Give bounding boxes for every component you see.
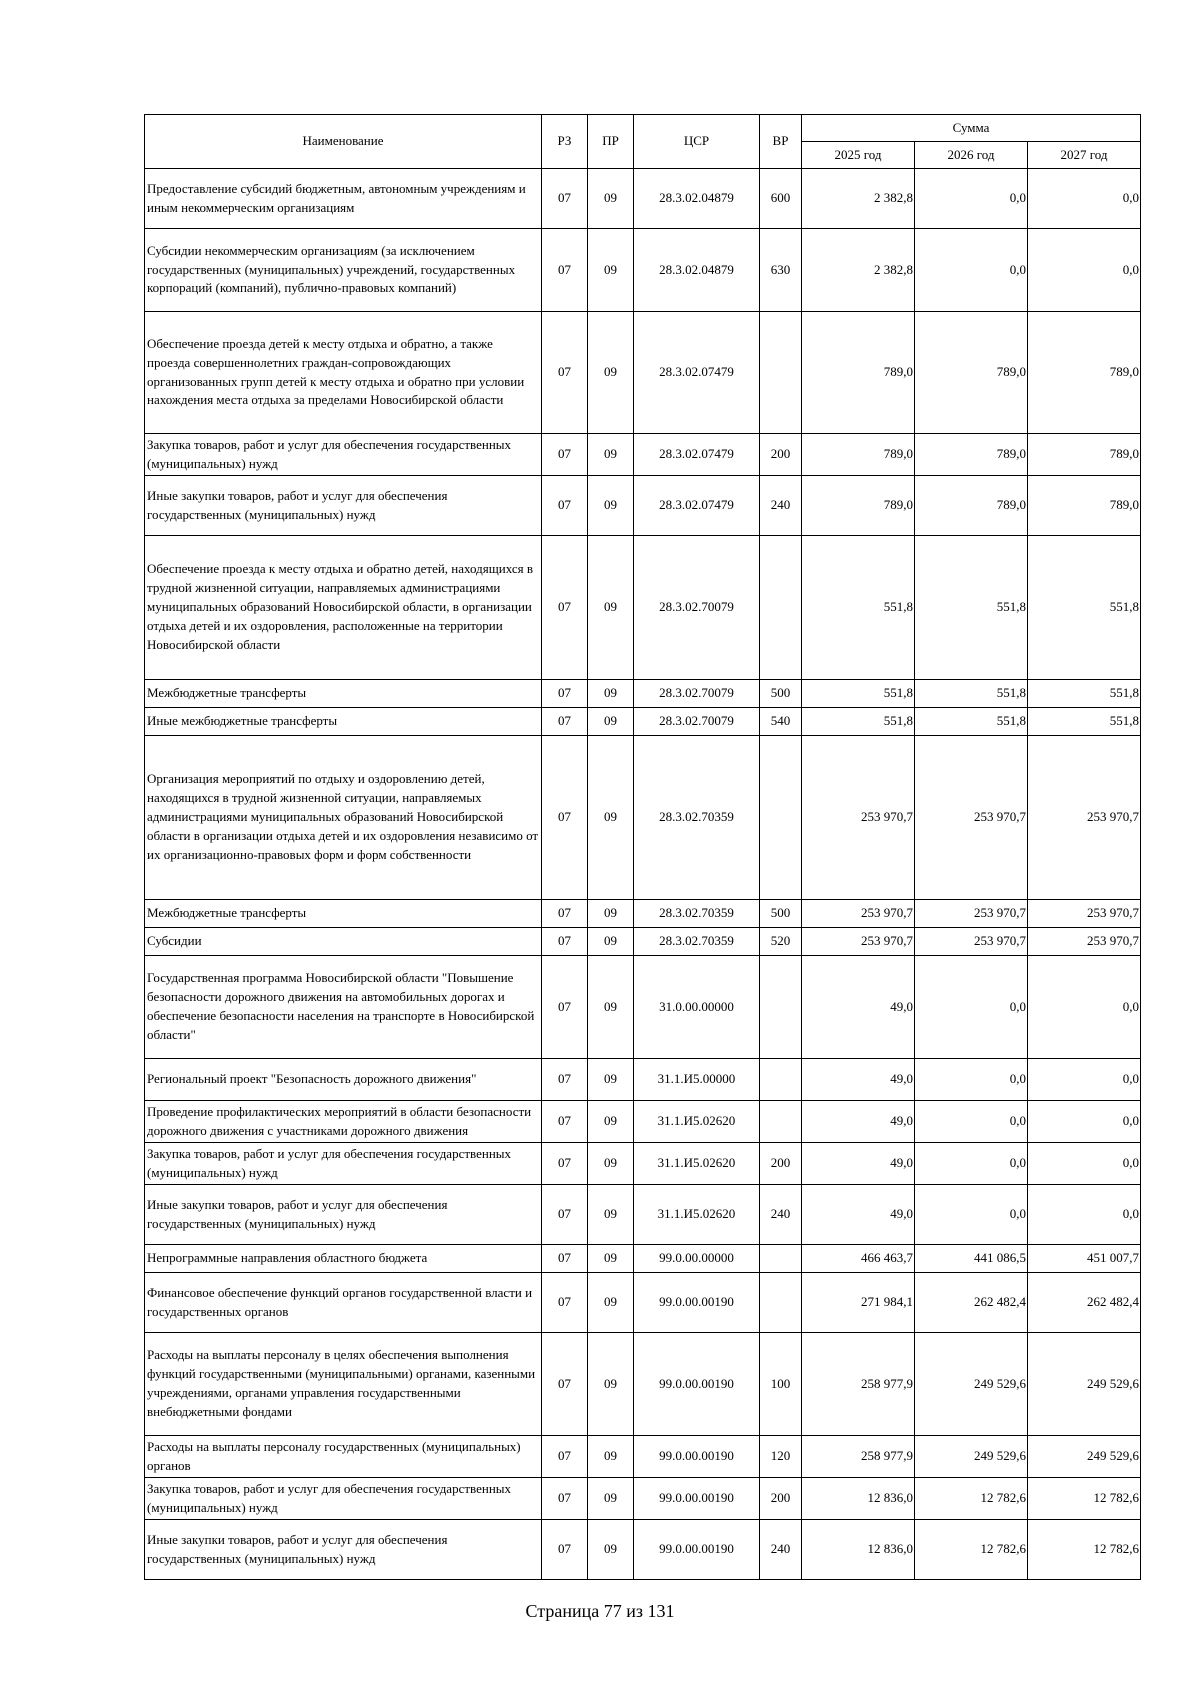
row-name: Организация мероприятий по отдыху и оздоровлению детей, находящихся в трудной жизненной ситуации, направляемых администрациями муниципальных образований Новосибирской области в организации отдыха детей и их оздоровления независимо от их организационно-правовых форм и форм собственности (145, 736, 542, 900)
row-sum-2025: 49,0 (802, 1101, 915, 1143)
row-sum-2026: 551,8 (915, 536, 1028, 680)
row-sum-2027: 0,0 (1028, 169, 1141, 229)
row-csr: 31.1.И5.02620 (634, 1101, 760, 1143)
table-row (145, 928, 1141, 956)
row-name: Непрограммные направления областного бюджета (145, 1245, 542, 1273)
row-pr: 09 (588, 312, 634, 434)
row-csr: 31.1.И5.02620 (634, 1185, 760, 1245)
row-vr: 100 (760, 1333, 802, 1436)
row-pr: 09 (588, 900, 634, 928)
row-csr: 99.0.00.00190 (634, 1333, 760, 1436)
row-rz: 07 (542, 229, 588, 312)
row-csr: 28.3.02.04879 (634, 169, 760, 229)
row-name: Межбюджетные трансферты (145, 900, 542, 928)
row-vr: 120 (760, 1436, 802, 1478)
row-rz: 07 (542, 476, 588, 536)
row-csr: 99.0.00.00190 (634, 1478, 760, 1520)
table-row (145, 434, 1141, 476)
table-row (145, 1143, 1141, 1185)
row-rz: 07 (542, 1143, 588, 1185)
table-row (145, 1273, 1141, 1333)
row-vr: 240 (760, 1520, 802, 1580)
row-pr: 09 (588, 680, 634, 708)
row-rz: 07 (542, 1059, 588, 1101)
budget-table (144, 114, 1141, 1580)
row-name: Расходы на выплаты персоналу в целях обеспечения выполнения функций государственными (муниципальными) органами, казенными учреждениями, органами управления государственными внебюджетными фондами (145, 1333, 542, 1436)
row-pr: 09 (588, 1333, 634, 1436)
table-row (145, 956, 1141, 1059)
row-sum-2027: 249 529,6 (1028, 1333, 1141, 1436)
row-csr: 99.0.00.00190 (634, 1436, 760, 1478)
row-sum-2027: 0,0 (1028, 229, 1141, 312)
row-pr: 09 (588, 536, 634, 680)
row-sum-2025: 2 382,8 (802, 229, 915, 312)
row-pr: 09 (588, 736, 634, 900)
row-sum-2027: 551,8 (1028, 680, 1141, 708)
row-csr: 99.0.00.00000 (634, 1245, 760, 1273)
row-pr: 09 (588, 476, 634, 536)
row-sum-2027: 0,0 (1028, 1185, 1141, 1245)
row-sum-2027: 789,0 (1028, 312, 1141, 434)
row-sum-2027: 253 970,7 (1028, 928, 1141, 956)
header-csr: ЦСР (634, 115, 760, 169)
row-rz: 07 (542, 169, 588, 229)
row-pr: 09 (588, 434, 634, 476)
row-name: Обеспечение проезда к месту отдыха и обратно детей, находящихся в трудной жизненной ситуации, направляемых администрациями муниципальных образований Новосибирской области, в организации отдыха детей и их оздоровления, расположенные на территории Новосибирской области (145, 536, 542, 680)
header-pr: ПР (588, 115, 634, 169)
row-csr: 28.3.02.70359 (634, 928, 760, 956)
row-csr: 28.3.02.07479 (634, 434, 760, 476)
row-sum-2026: 0,0 (915, 1185, 1028, 1245)
row-sum-2025: 49,0 (802, 1185, 915, 1245)
table-row (145, 1101, 1141, 1143)
row-pr: 09 (588, 956, 634, 1059)
row-vr: 540 (760, 708, 802, 736)
row-name: Предоставление субсидий бюджетным, автономным учреждениям и иным некоммерческим организациям (145, 169, 542, 229)
row-sum-2025: 2 382,8 (802, 169, 915, 229)
table-body (145, 169, 1141, 1580)
row-name: Расходы на выплаты персоналу государственных (муниципальных) органов (145, 1436, 542, 1478)
row-sum-2025: 253 970,7 (802, 928, 915, 956)
row-sum-2026: 789,0 (915, 312, 1028, 434)
row-name: Субсидии некоммерческим организациям (за исключением государственных (муниципальных) учреждений, государственных корпораций (компаний), публично-правовых компаний) (145, 229, 542, 312)
row-sum-2026: 12 782,6 (915, 1520, 1028, 1580)
row-rz: 07 (542, 1520, 588, 1580)
row-sum-2026: 253 970,7 (915, 900, 1028, 928)
table-row (145, 1185, 1141, 1245)
row-vr: 240 (760, 476, 802, 536)
row-pr: 09 (588, 1101, 634, 1143)
row-sum-2026: 551,8 (915, 680, 1028, 708)
row-sum-2025: 253 970,7 (802, 736, 915, 900)
row-sum-2027: 551,8 (1028, 708, 1141, 736)
row-sum-2026: 0,0 (915, 1059, 1028, 1101)
row-pr: 09 (588, 1436, 634, 1478)
row-sum-2026: 789,0 (915, 476, 1028, 536)
row-vr (760, 1101, 802, 1143)
row-rz: 07 (542, 1185, 588, 1245)
row-csr: 28.3.02.70359 (634, 900, 760, 928)
row-csr: 99.0.00.00190 (634, 1273, 760, 1333)
row-rz: 07 (542, 1478, 588, 1520)
row-rz: 07 (542, 956, 588, 1059)
row-name: Иные закупки товаров, работ и услуг для обеспечения государственных (муниципальных) нужд (145, 1185, 542, 1245)
row-sum-2027: 253 970,7 (1028, 900, 1141, 928)
header-vr: ВР (760, 115, 802, 169)
row-sum-2027: 451 007,7 (1028, 1245, 1141, 1273)
row-rz: 07 (542, 1245, 588, 1273)
row-sum-2026: 249 529,6 (915, 1333, 1028, 1436)
row-sum-2026: 441 086,5 (915, 1245, 1028, 1273)
table-row (145, 1478, 1141, 1520)
row-vr (760, 736, 802, 900)
row-vr: 630 (760, 229, 802, 312)
row-sum-2025: 789,0 (802, 312, 915, 434)
row-rz: 07 (542, 900, 588, 928)
row-name: Региональный проект "Безопасность дорожного движения" (145, 1059, 542, 1101)
row-rz: 07 (542, 1333, 588, 1436)
row-csr: 28.3.02.70359 (634, 736, 760, 900)
table-row (145, 1520, 1141, 1580)
row-name: Закупка товаров, работ и услуг для обеспечения государственных (муниципальных) нужд (145, 434, 542, 476)
header-name: Наименование (145, 115, 542, 169)
row-sum-2027: 249 529,6 (1028, 1436, 1141, 1478)
row-vr (760, 1245, 802, 1273)
row-sum-2027: 0,0 (1028, 956, 1141, 1059)
row-csr: 28.3.02.70079 (634, 536, 760, 680)
row-pr: 09 (588, 1478, 634, 1520)
row-vr (760, 1273, 802, 1333)
row-pr: 09 (588, 928, 634, 956)
row-csr: 31.1.И5.02620 (634, 1143, 760, 1185)
row-name: Проведение профилактических мероприятий в области безопасности дорожного движения с участниками дорожного движения (145, 1101, 542, 1143)
row-name: Иные закупки товаров, работ и услуг для обеспечения государственных (муниципальных) нужд (145, 1520, 542, 1580)
table-row (145, 229, 1141, 312)
row-csr: 28.3.02.70079 (634, 708, 760, 736)
table-row (145, 900, 1141, 928)
row-sum-2025: 551,8 (802, 536, 915, 680)
row-sum-2025: 49,0 (802, 1143, 915, 1185)
row-pr: 09 (588, 1059, 634, 1101)
row-sum-2026: 0,0 (915, 229, 1028, 312)
row-csr: 28.3.02.07479 (634, 312, 760, 434)
row-vr: 500 (760, 900, 802, 928)
row-vr: 200 (760, 1143, 802, 1185)
row-sum-2026: 0,0 (915, 956, 1028, 1059)
row-sum-2026: 0,0 (915, 1143, 1028, 1185)
row-csr: 28.3.02.70079 (634, 680, 760, 708)
row-sum-2027: 12 782,6 (1028, 1478, 1141, 1520)
row-sum-2025: 253 970,7 (802, 900, 915, 928)
row-sum-2025: 466 463,7 (802, 1245, 915, 1273)
row-sum-2025: 551,8 (802, 708, 915, 736)
row-vr: 240 (760, 1185, 802, 1245)
table-row (145, 476, 1141, 536)
row-csr: 31.1.И5.00000 (634, 1059, 760, 1101)
row-sum-2025: 12 836,0 (802, 1520, 915, 1580)
row-name: Государственная программа Новосибирской области "Повышение безопасности дорожного движения на автомобильных дорогах и обеспечение безопасности населения на транспорте в Новосибирской области" (145, 956, 542, 1059)
row-rz: 07 (542, 680, 588, 708)
row-name: Закупка товаров, работ и услуг для обеспечения государственных (муниципальных) нужд (145, 1478, 542, 1520)
row-rz: 07 (542, 736, 588, 900)
row-vr: 520 (760, 928, 802, 956)
row-name: Иные закупки товаров, работ и услуг для обеспечения государственных (муниципальных) нужд (145, 476, 542, 536)
row-sum-2025: 49,0 (802, 956, 915, 1059)
row-rz: 07 (542, 928, 588, 956)
page-number: Страница 77 из 131 (525, 1601, 675, 1621)
row-sum-2026: 551,8 (915, 708, 1028, 736)
row-csr: 28.3.02.04879 (634, 229, 760, 312)
row-sum-2026: 253 970,7 (915, 928, 1028, 956)
header-rz: РЗ (542, 115, 588, 169)
row-pr: 09 (588, 229, 634, 312)
row-sum-2027: 789,0 (1028, 476, 1141, 536)
row-sum-2027: 0,0 (1028, 1059, 1141, 1101)
row-sum-2027: 253 970,7 (1028, 736, 1141, 900)
row-pr: 09 (588, 1143, 634, 1185)
header-year-2026: 2026 год (915, 142, 1028, 169)
table-row (145, 312, 1141, 434)
row-vr (760, 1059, 802, 1101)
row-rz: 07 (542, 312, 588, 434)
row-pr: 09 (588, 708, 634, 736)
row-sum-2025: 12 836,0 (802, 1478, 915, 1520)
row-pr: 09 (588, 169, 634, 229)
row-sum-2027: 12 782,6 (1028, 1520, 1141, 1580)
row-sum-2027: 551,8 (1028, 536, 1141, 680)
row-sum-2027: 0,0 (1028, 1101, 1141, 1143)
row-name: Иные межбюджетные трансферты (145, 708, 542, 736)
row-vr: 600 (760, 169, 802, 229)
row-name: Межбюджетные трансферты (145, 680, 542, 708)
row-rz: 07 (542, 1273, 588, 1333)
row-name: Закупка товаров, работ и услуг для обеспечения государственных (муниципальных) нужд (145, 1143, 542, 1185)
row-pr: 09 (588, 1273, 634, 1333)
row-vr: 200 (760, 434, 802, 476)
table-row (145, 1436, 1141, 1478)
row-vr: 500 (760, 680, 802, 708)
row-rz: 07 (542, 708, 588, 736)
row-pr: 09 (588, 1185, 634, 1245)
row-sum-2026: 253 970,7 (915, 736, 1028, 900)
row-csr: 28.3.02.07479 (634, 476, 760, 536)
row-vr (760, 312, 802, 434)
table-row (145, 169, 1141, 229)
header-sum: Сумма (802, 115, 1141, 142)
table-row (145, 1059, 1141, 1101)
row-rz: 07 (542, 1436, 588, 1478)
row-name: Субсидии (145, 928, 542, 956)
row-rz: 07 (542, 434, 588, 476)
row-sum-2026: 262 482,4 (915, 1273, 1028, 1333)
row-csr: 99.0.00.00190 (634, 1520, 760, 1580)
row-sum-2025: 271 984,1 (802, 1273, 915, 1333)
row-sum-2025: 49,0 (802, 1059, 915, 1101)
row-vr (760, 956, 802, 1059)
row-sum-2026: 249 529,6 (915, 1436, 1028, 1478)
row-sum-2026: 789,0 (915, 434, 1028, 476)
header-year-2027: 2027 год (1028, 142, 1141, 169)
row-name: Обеспечение проезда детей к месту отдыха и обратно, а также проезда совершеннолетних граждан-сопровождающих организованных групп детей к месту отдыха и обратно при условии нахождения места отдыха за пределами Новосибирской области (145, 312, 542, 434)
header-year-2025: 2025 год (802, 142, 915, 169)
row-pr: 09 (588, 1245, 634, 1273)
row-sum-2027: 262 482,4 (1028, 1273, 1141, 1333)
row-sum-2027: 0,0 (1028, 1143, 1141, 1185)
row-sum-2025: 789,0 (802, 476, 915, 536)
row-rz: 07 (542, 1101, 588, 1143)
row-csr: 31.0.00.00000 (634, 956, 760, 1059)
table-row (145, 736, 1141, 900)
table-row (145, 536, 1141, 680)
row-rz: 07 (542, 536, 588, 680)
row-sum-2025: 258 977,9 (802, 1436, 915, 1478)
row-sum-2025: 258 977,9 (802, 1333, 915, 1436)
table-row (145, 1333, 1141, 1436)
row-sum-2027: 789,0 (1028, 434, 1141, 476)
table-row (145, 708, 1141, 736)
row-pr: 09 (588, 1520, 634, 1580)
row-sum-2025: 789,0 (802, 434, 915, 476)
row-vr (760, 536, 802, 680)
row-sum-2025: 551,8 (802, 680, 915, 708)
row-sum-2026: 0,0 (915, 169, 1028, 229)
table-row (145, 680, 1141, 708)
row-name: Финансовое обеспечение функций органов государственной власти и государственных органов (145, 1273, 542, 1333)
row-sum-2026: 12 782,6 (915, 1478, 1028, 1520)
table-row (145, 1245, 1141, 1273)
row-sum-2026: 0,0 (915, 1101, 1028, 1143)
row-vr: 200 (760, 1478, 802, 1520)
